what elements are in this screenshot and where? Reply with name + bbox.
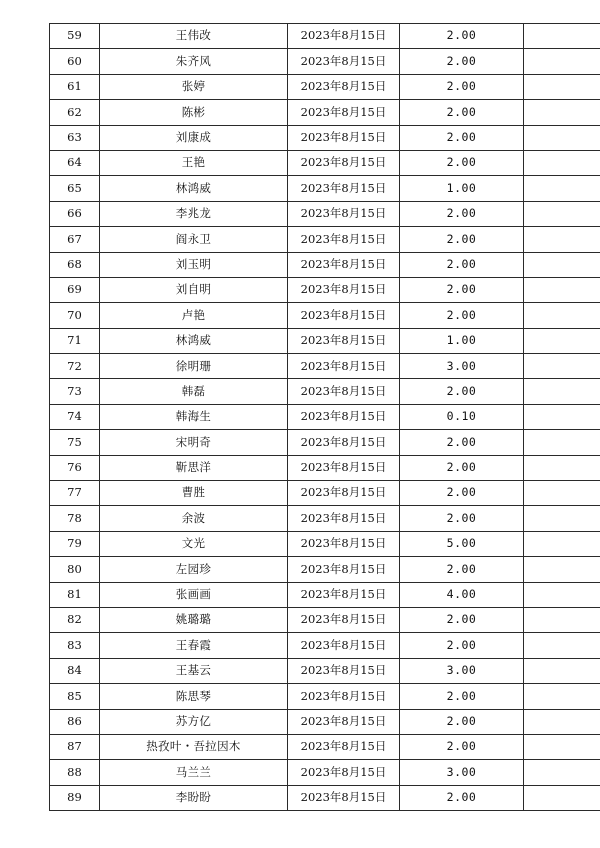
table-row <box>50 150 600 175</box>
table-row <box>50 557 600 582</box>
amount-cell: 0.10 <box>400 404 524 429</box>
amount-cell: 2.00 <box>400 734 524 759</box>
amount-cell: 2.00 <box>400 227 524 252</box>
note-cell <box>524 531 600 556</box>
amount-cell: 2.00 <box>400 74 524 99</box>
date-cell: 2023年8月15日 <box>288 658 400 683</box>
row-number-cell: 88 <box>50 760 100 785</box>
table-row <box>50 404 600 429</box>
date-cell: 2023年8月15日 <box>288 481 400 506</box>
table-row <box>50 379 600 404</box>
row-number-cell: 67 <box>50 227 100 252</box>
row-number-cell: 85 <box>50 684 100 709</box>
date-cell: 2023年8月15日 <box>288 785 400 810</box>
amount-cell: 2.00 <box>400 201 524 226</box>
table-body <box>50 24 600 811</box>
amount-cell: 2.00 <box>400 125 524 150</box>
note-cell <box>524 150 600 175</box>
amount-cell: 1.00 <box>400 176 524 201</box>
name-cell: 王春霞 <box>100 633 288 658</box>
amount-cell: 2.00 <box>400 455 524 480</box>
name-cell: 文光 <box>100 531 288 556</box>
table-row <box>50 303 600 328</box>
table-row <box>50 658 600 683</box>
row-number-cell: 86 <box>50 709 100 734</box>
row-number-cell: 63 <box>50 125 100 150</box>
table-row <box>50 760 600 785</box>
date-cell: 2023年8月15日 <box>288 24 400 49</box>
name-cell: 左园珍 <box>100 557 288 582</box>
name-cell: 姚璐璐 <box>100 607 288 632</box>
name-cell: 李盼盼 <box>100 785 288 810</box>
table-row <box>50 100 600 125</box>
table-row <box>50 328 600 353</box>
date-cell: 2023年8月15日 <box>288 430 400 455</box>
table-row <box>50 709 600 734</box>
row-number-cell: 75 <box>50 430 100 455</box>
name-cell: 王伟改 <box>100 24 288 49</box>
date-cell: 2023年8月15日 <box>288 760 400 785</box>
row-number-cell: 79 <box>50 531 100 556</box>
row-number-cell: 65 <box>50 176 100 201</box>
name-cell: 王艳 <box>100 150 288 175</box>
note-cell <box>524 354 600 379</box>
name-cell: 张画画 <box>100 582 288 607</box>
amount-cell: 2.00 <box>400 100 524 125</box>
note-cell <box>524 607 600 632</box>
note-cell <box>524 506 600 531</box>
date-cell: 2023年8月15日 <box>288 201 400 226</box>
row-number-cell: 62 <box>50 100 100 125</box>
table-row <box>50 252 600 277</box>
table-row <box>50 24 600 49</box>
name-cell: 刘康成 <box>100 125 288 150</box>
row-number-cell: 68 <box>50 252 100 277</box>
name-cell: 余波 <box>100 506 288 531</box>
note-cell <box>524 481 600 506</box>
amount-cell: 2.00 <box>400 379 524 404</box>
note-cell <box>524 328 600 353</box>
amount-cell: 4.00 <box>400 582 524 607</box>
name-cell: 靳思洋 <box>100 455 288 480</box>
name-cell: 王基云 <box>100 658 288 683</box>
row-number-cell: 59 <box>50 24 100 49</box>
amount-cell: 3.00 <box>400 760 524 785</box>
row-number-cell: 73 <box>50 379 100 404</box>
table-row <box>50 684 600 709</box>
row-number-cell: 66 <box>50 201 100 226</box>
amount-cell: 2.00 <box>400 49 524 74</box>
row-number-cell: 78 <box>50 506 100 531</box>
note-cell <box>524 785 600 810</box>
amount-cell: 2.00 <box>400 785 524 810</box>
amount-cell: 2.00 <box>400 277 524 302</box>
table-row <box>50 74 600 99</box>
note-cell <box>524 404 600 429</box>
row-number-cell: 84 <box>50 658 100 683</box>
table-row <box>50 582 600 607</box>
row-number-cell: 72 <box>50 354 100 379</box>
amount-cell: 2.00 <box>400 607 524 632</box>
table-row <box>50 506 600 531</box>
date-cell: 2023年8月15日 <box>288 734 400 759</box>
date-cell: 2023年8月15日 <box>288 709 400 734</box>
table-row <box>50 455 600 480</box>
name-cell: 曹胜 <box>100 481 288 506</box>
date-cell: 2023年8月15日 <box>288 684 400 709</box>
name-cell: 朱齐风 <box>100 49 288 74</box>
date-cell: 2023年8月15日 <box>288 100 400 125</box>
amount-cell: 2.00 <box>400 506 524 531</box>
table-row <box>50 785 600 810</box>
note-cell <box>524 582 600 607</box>
name-cell: 热孜叶・吾拉因木 <box>100 734 288 759</box>
row-number-cell: 83 <box>50 633 100 658</box>
amount-cell: 3.00 <box>400 658 524 683</box>
name-cell: 徐明珊 <box>100 354 288 379</box>
date-cell: 2023年8月15日 <box>288 277 400 302</box>
note-cell <box>524 49 600 74</box>
table-row <box>50 607 600 632</box>
note-cell <box>524 684 600 709</box>
amount-cell: 2.00 <box>400 303 524 328</box>
amount-cell: 2.00 <box>400 150 524 175</box>
name-cell: 刘玉明 <box>100 252 288 277</box>
name-cell: 陈思琴 <box>100 684 288 709</box>
amount-cell: 2.00 <box>400 481 524 506</box>
date-cell: 2023年8月15日 <box>288 582 400 607</box>
note-cell <box>524 709 600 734</box>
date-cell: 2023年8月15日 <box>288 303 400 328</box>
name-cell: 韩海生 <box>100 404 288 429</box>
table-row <box>50 734 600 759</box>
note-cell <box>524 455 600 480</box>
note-cell <box>524 74 600 99</box>
note-cell <box>524 303 600 328</box>
date-cell: 2023年8月15日 <box>288 354 400 379</box>
date-cell: 2023年8月15日 <box>288 455 400 480</box>
row-number-cell: 69 <box>50 277 100 302</box>
table-row <box>50 354 600 379</box>
name-cell: 林鸿威 <box>100 176 288 201</box>
date-cell: 2023年8月15日 <box>288 227 400 252</box>
row-number-cell: 76 <box>50 455 100 480</box>
note-cell <box>524 176 600 201</box>
row-number-cell: 61 <box>50 74 100 99</box>
note-cell <box>524 277 600 302</box>
name-cell: 陈彬 <box>100 100 288 125</box>
note-cell <box>524 734 600 759</box>
table-row <box>50 430 600 455</box>
row-number-cell: 64 <box>50 150 100 175</box>
amount-cell: 2.00 <box>400 709 524 734</box>
amount-cell: 1.00 <box>400 328 524 353</box>
row-number-cell: 60 <box>50 49 100 74</box>
date-cell: 2023年8月15日 <box>288 607 400 632</box>
row-number-cell: 74 <box>50 404 100 429</box>
amount-cell: 5.00 <box>400 531 524 556</box>
date-cell: 2023年8月15日 <box>288 49 400 74</box>
note-cell <box>524 24 600 49</box>
name-cell: 张婷 <box>100 74 288 99</box>
date-cell: 2023年8月15日 <box>288 125 400 150</box>
date-cell: 2023年8月15日 <box>288 150 400 175</box>
table-row <box>50 227 600 252</box>
name-cell: 卢艳 <box>100 303 288 328</box>
amount-cell: 2.00 <box>400 633 524 658</box>
date-cell: 2023年8月15日 <box>288 633 400 658</box>
amount-cell: 3.00 <box>400 354 524 379</box>
note-cell <box>524 379 600 404</box>
note-cell <box>524 633 600 658</box>
note-cell <box>524 760 600 785</box>
row-number-cell: 82 <box>50 607 100 632</box>
amount-cell: 2.00 <box>400 252 524 277</box>
date-cell: 2023年8月15日 <box>288 404 400 429</box>
table-row <box>50 277 600 302</box>
note-cell <box>524 100 600 125</box>
date-cell: 2023年8月15日 <box>288 328 400 353</box>
name-cell: 苏方亿 <box>100 709 288 734</box>
name-cell: 韩磊 <box>100 379 288 404</box>
date-cell: 2023年8月15日 <box>288 557 400 582</box>
date-cell: 2023年8月15日 <box>288 252 400 277</box>
row-number-cell: 80 <box>50 557 100 582</box>
row-number-cell: 89 <box>50 785 100 810</box>
date-cell: 2023年8月15日 <box>288 176 400 201</box>
name-cell: 宋明奇 <box>100 430 288 455</box>
row-number-cell: 87 <box>50 734 100 759</box>
name-cell: 马兰兰 <box>100 760 288 785</box>
note-cell <box>524 125 600 150</box>
name-cell: 刘自明 <box>100 277 288 302</box>
amount-cell: 2.00 <box>400 557 524 582</box>
table-row <box>50 481 600 506</box>
amount-cell: 2.00 <box>400 684 524 709</box>
name-cell: 李兆龙 <box>100 201 288 226</box>
name-cell: 林鸿威 <box>100 328 288 353</box>
row-number-cell: 81 <box>50 582 100 607</box>
amount-cell: 2.00 <box>400 430 524 455</box>
note-cell <box>524 430 600 455</box>
table-row <box>50 531 600 556</box>
note-cell <box>524 227 600 252</box>
date-cell: 2023年8月15日 <box>288 379 400 404</box>
row-number-cell: 71 <box>50 328 100 353</box>
row-number-cell: 70 <box>50 303 100 328</box>
name-cell: 阎永卫 <box>100 227 288 252</box>
date-cell: 2023年8月15日 <box>288 506 400 531</box>
note-cell <box>524 557 600 582</box>
table-row <box>50 49 600 74</box>
amount-cell: 2.00 <box>400 24 524 49</box>
donation-table <box>49 23 600 811</box>
date-cell: 2023年8月15日 <box>288 531 400 556</box>
note-cell <box>524 658 600 683</box>
table-row <box>50 176 600 201</box>
table-row <box>50 125 600 150</box>
table-row <box>50 201 600 226</box>
date-cell: 2023年8月15日 <box>288 74 400 99</box>
row-number-cell: 77 <box>50 481 100 506</box>
table-row <box>50 633 600 658</box>
note-cell <box>524 201 600 226</box>
note-cell <box>524 252 600 277</box>
